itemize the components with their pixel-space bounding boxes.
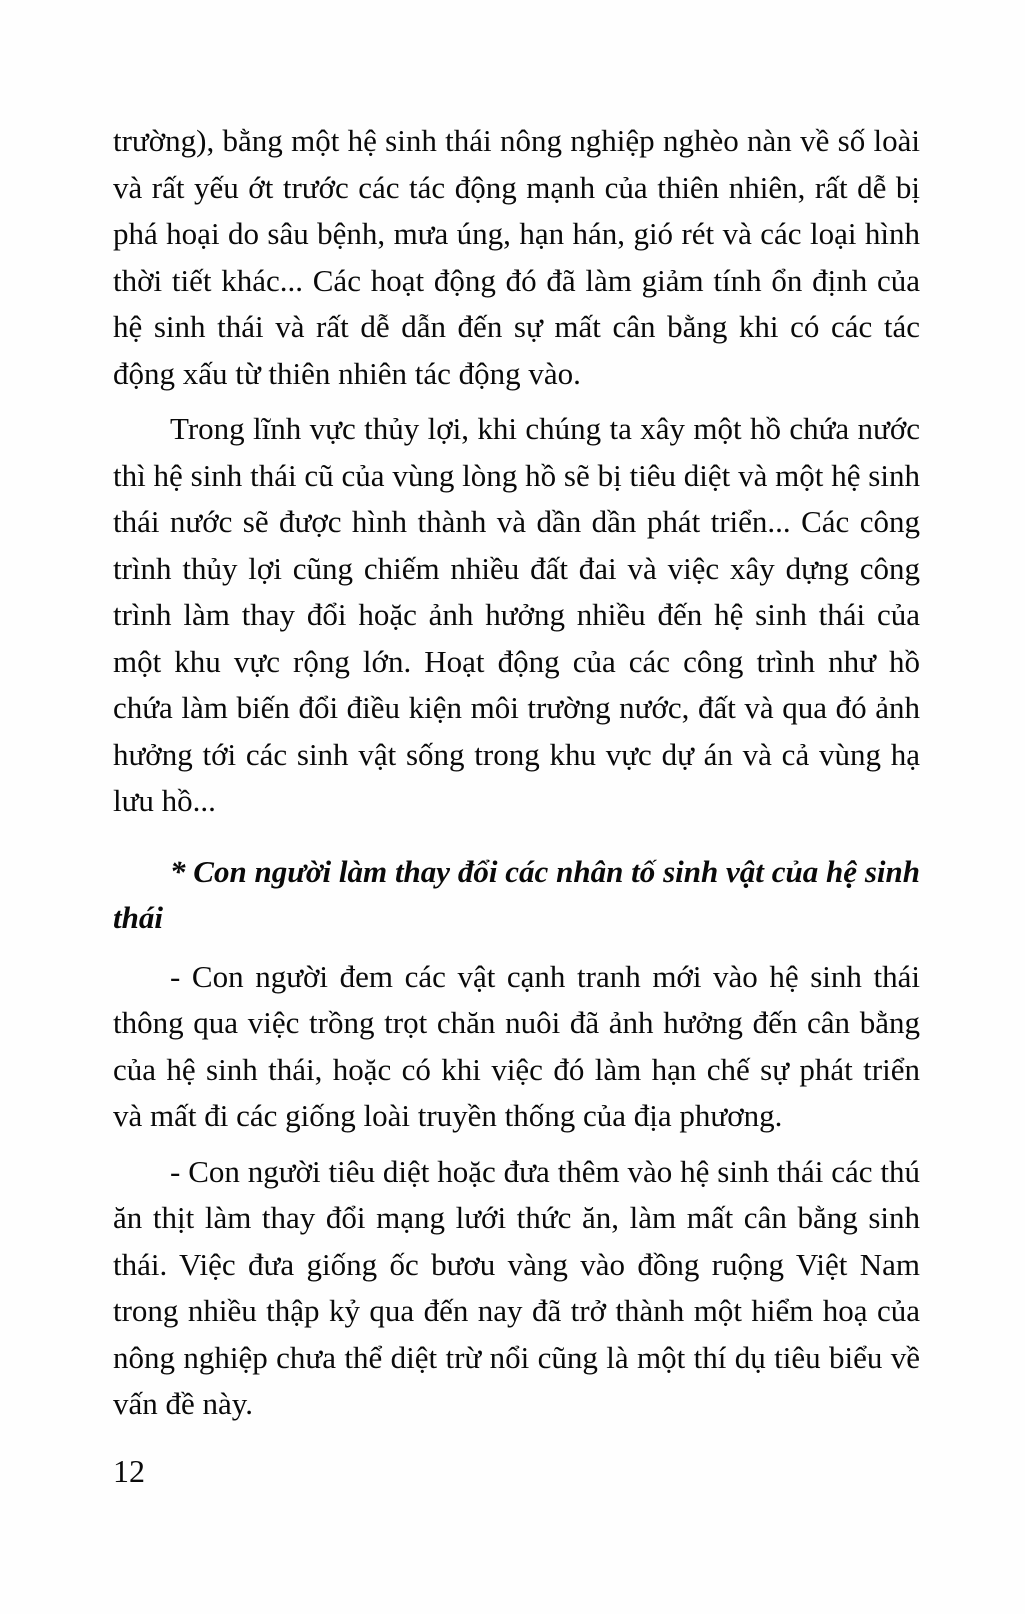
- section-heading: * Con người làm thay đổi các nhân tố sinh vật của hệ sinh thái: [113, 853, 920, 935]
- paragraph-tieu-diet: - Con người tiêu diệt hoặc đưa thêm vào hệ sinh thái các thú ăn thịt làm thay đổi mạng lưới thức ăn, làm mất cân bằng sinh thái. Việc đưa giống ốc bươu vàng vào đồng ruộng Việt Nam trong nhiều thập kỷ qua đến nay đã trở thành một hiểm hoạ của nông nghiệp chưa thể diệt trừ nổi cũng là một thí dụ tiêu biểu về vấn đề này.: [113, 1153, 920, 1421]
- page-number: 12: [113, 1453, 145, 1489]
- paragraph-canh-tranh: - Con người đem các vật cạnh tranh mới vào hệ sinh thái thông qua việc trồng trọt chăn nuôi đã ảnh hưởng đến cân bằng của hệ sinh thái, hoặc có khi việc đó làm hạn chế sự phát triển và mất đi các giống loài truyền thống của địa phương.: [113, 958, 920, 1133]
- paragraph-thuy-loi: Trong lĩnh vực thủy lợi, khi chúng ta xây một hồ chứa nước thì hệ sinh thái cũ của vùng lòng hồ sẽ bị tiêu diệt và một hệ sinh thái nước sẽ được hình thành và dần dần phát triển... Các công trình thủy lợi cũng chiếm nhiều đất đai và việc xây dựng công trình làm thay đổi hoặc ảnh hưởng nhiều đến hệ sinh thái của một khu vực rộng lớn. Hoạt động của các công trình như hồ chứa làm biến đổi điều kiện môi trường nước, đất và qua đó ảnh hưởng tới các sinh vật sống trong khu vực dự án và cả vùng hạ lưu hồ...: [113, 411, 920, 818]
- paragraph-continuation: trường), bằng một hệ sinh thái nông nghiệp nghèo nàn về số loài và rất yếu ớt trước các tác động mạnh của thiên nhiên, rất dễ bị phá hoại do sâu bệnh, mưa úng, hạn hán, gió rét và các loại hình thời tiết khác... Các hoạt động đó đã làm giảm tính ổn định của hệ sinh thái và rất dễ dẫn đến sự mất cân bằng khi có các tác động xấu từ thiên nhiên tác động vào.: [113, 123, 920, 391]
